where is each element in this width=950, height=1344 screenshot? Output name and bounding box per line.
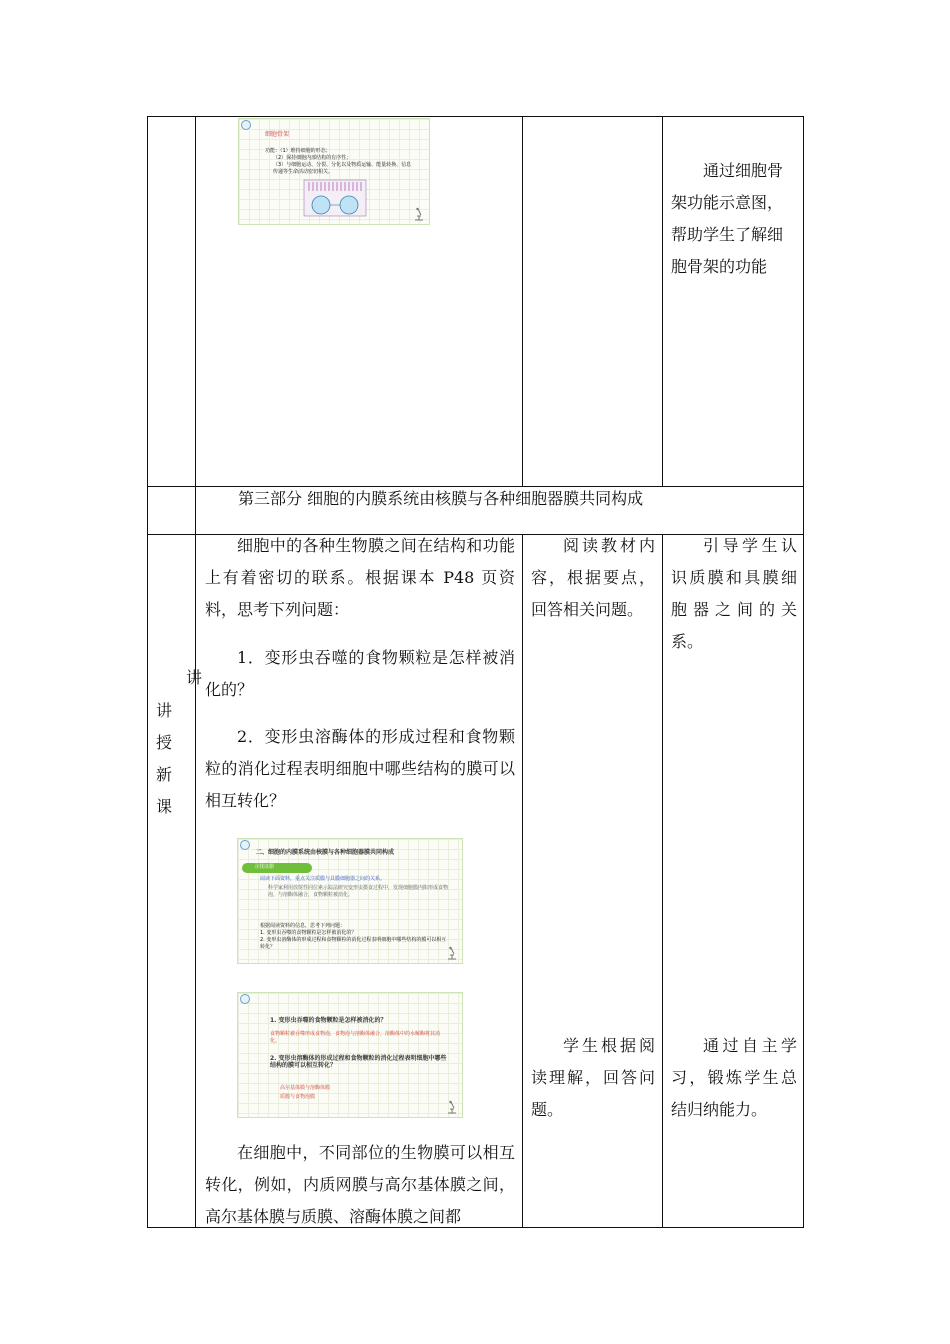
- table-border-left: [147, 116, 148, 1228]
- answers-slide-image: [237, 992, 463, 1118]
- slide2-a2b: 质膜与食物泡膜: [280, 1094, 316, 1100]
- student-activity-1: 阅读教材内容，根据要点，回答相关问题。: [531, 536, 655, 619]
- table-border-right: [803, 116, 804, 1228]
- slide-badge-icon: [240, 840, 250, 850]
- stray-character: 讲: [186, 668, 203, 687]
- design-intent-2: 通过自主学习，锻炼学生总结归纳能力。: [671, 1036, 797, 1119]
- col-divider-3-lower: [662, 534, 663, 1228]
- slide1-question-intro: 根据阅读资料的信息，思考下列问题：: [260, 923, 346, 929]
- question-2: 2．变形虫溶酶体的形成过程和食物颗粒的消化过程表明细胞中哪些结构的膜可以相互转化？: [205, 727, 515, 810]
- table-border-bottom: [147, 1227, 804, 1228]
- microscope-icon: [446, 946, 458, 960]
- question-1: 1．变形虫吞噬的食物颗粒是怎样被消化的？: [205, 648, 515, 699]
- slide-line-2: （2）保持细胞内部结构的有序性；: [273, 155, 352, 161]
- row1-objective-text: 通过细胞骨架功能示意图，帮助学生了解细胞骨架的功能: [671, 161, 784, 276]
- slide2-a1: 食物颗粒被吞噬形成食物泡，食物泡与溶酶体融合，溶酶体中的水解酶将其消化。: [270, 1031, 441, 1044]
- endomembrane-slide-image: [237, 838, 463, 964]
- slide2-a2a: 高尔基体膜与溶酶体膜: [280, 1085, 331, 1091]
- intro-paragraph: 细胞中的各种生物膜之间在结构和功能上有着密切的联系。根据课本 P48 页资料，思考下列问题：: [205, 536, 515, 619]
- slide1-body: 科学家利用放射性同位素示踪法研究变形虫摄食过程中，发现细胞膜内陷形成食物泡，与溶酶体融合，食物颗粒被消化。: [268, 885, 449, 898]
- slide1-tag-text: 寻找证据: [254, 864, 275, 870]
- cytoskeleton-diagram: [303, 179, 367, 217]
- slide2-q1: 1. 变形虫吞噬的食物颗粒是怎样被消化的？: [270, 1017, 387, 1024]
- category-label: 讲授新课: [156, 701, 173, 816]
- col-divider-2-upper: [522, 116, 523, 486]
- microscope-icon: [446, 1100, 458, 1114]
- slide-badge-icon: [240, 994, 250, 1004]
- slide1-q1: 1. 变形虫吞噬的食物颗粒是怎样被消化的？: [260, 930, 357, 936]
- cytoskeleton-slide-image: [238, 118, 430, 225]
- design-intent-1: 引导学生认识质膜和具膜细胞器之间的关系。: [671, 536, 797, 651]
- slide-badge-icon: [241, 120, 251, 130]
- slide1-title: 二、细胞的内膜系统由核膜与各种细胞器膜共同构成: [256, 849, 395, 856]
- section-heading: 第三部分 细胞的内膜系统由核膜与各种细胞器膜共同构成: [238, 489, 644, 508]
- slide-title: 细胞骨架: [265, 131, 290, 138]
- col-divider-2-lower: [522, 534, 523, 1228]
- microscope-icon: [413, 207, 425, 221]
- student-activity-2: 学生根据阅读理解，回答问题。: [531, 1036, 655, 1119]
- slide2-q2: 2. 变形虫溶酶体的形成过程和食物颗粒的消化过程表明细胞中哪些结构的膜可以相互转化？: [270, 1055, 447, 1069]
- col-divider-3-upper: [662, 116, 663, 486]
- slide1-tag: [242, 863, 312, 873]
- table-border-top: [147, 116, 804, 117]
- slide1-q2: 2. 变形虫溶酶体的形成过程和食物颗粒的消化过程表明细胞中哪些结构的膜可以相互转化？: [260, 937, 447, 950]
- closing-paragraph: 在细胞中，不同部位的生物膜可以相互转化，例如，内质网膜与高尔基体膜之间，高尔基体膜与质膜、溶酶体膜之间都: [205, 1143, 515, 1226]
- slide-line-1: 功能：（1）维持细胞的形态；: [265, 148, 331, 154]
- slide-line-3: （3）与细胞运动、分裂、分化以及物质运输、能量转换、信息传递等生命活动密切相关。: [273, 162, 412, 175]
- slide1-subtitle: 阅读下面资料，重点关注质膜与具膜细胞器之间的关系。: [260, 876, 386, 882]
